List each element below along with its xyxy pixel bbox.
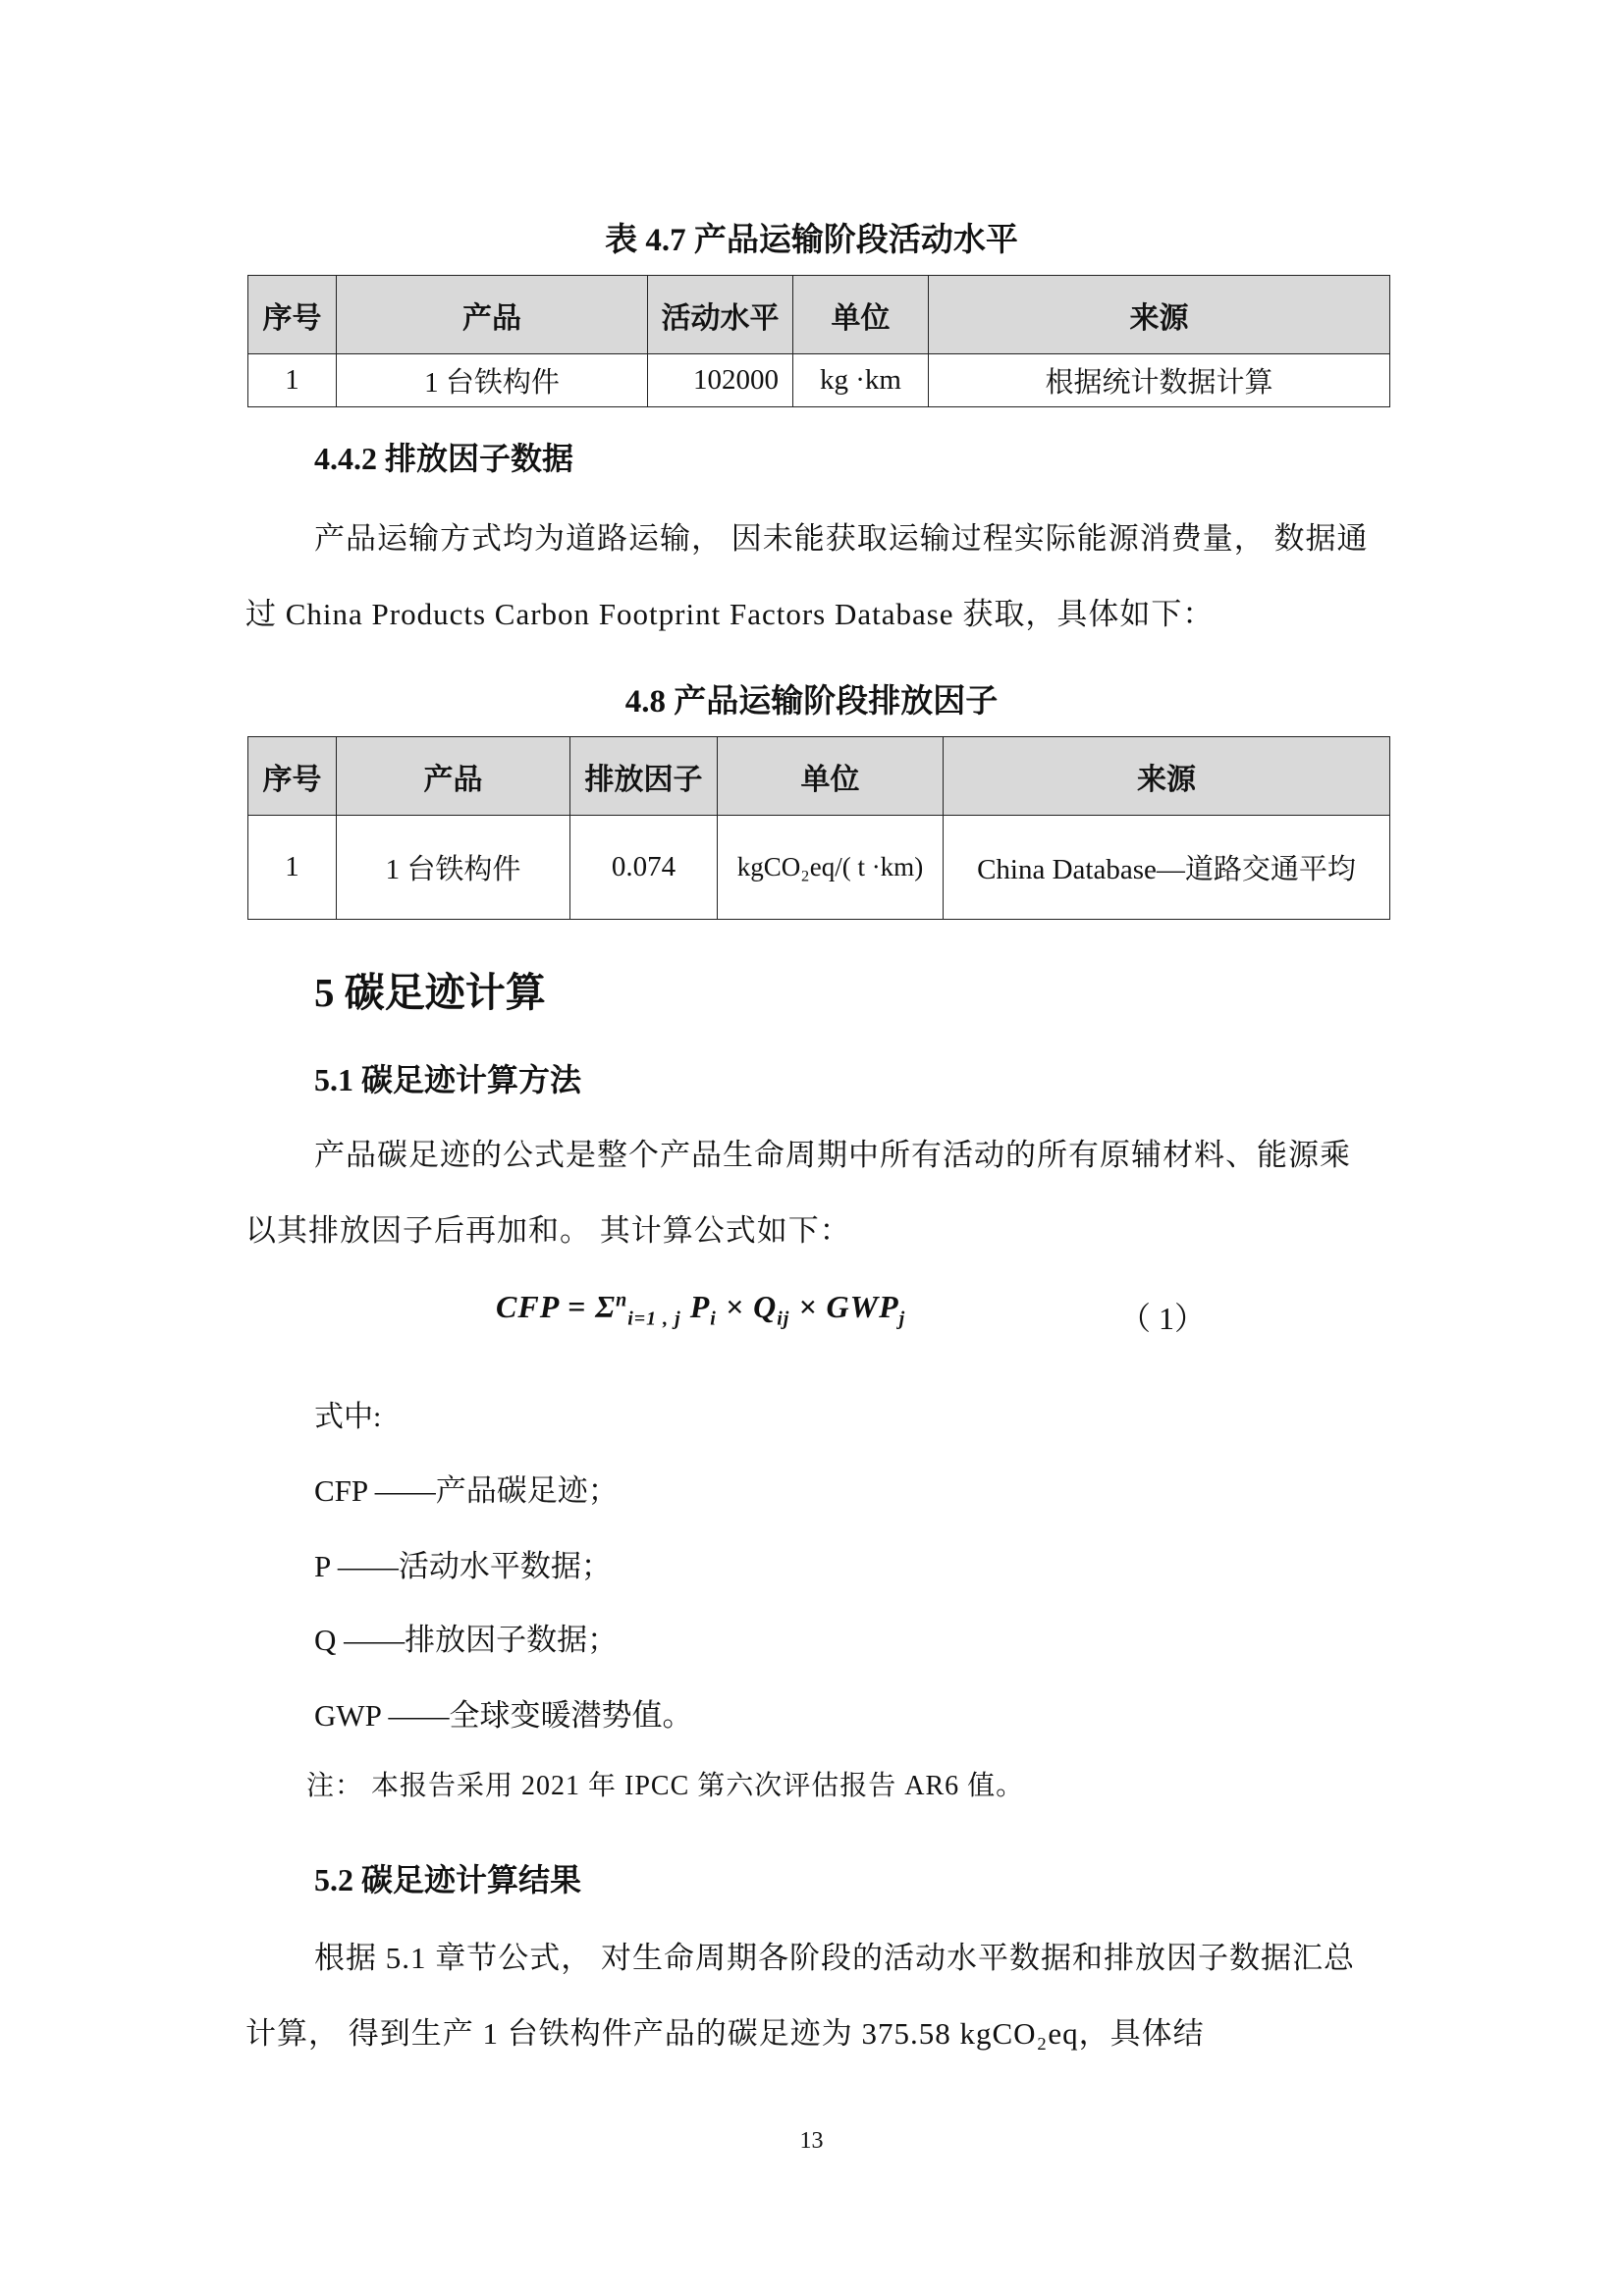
formula-part: × GWP <box>789 1289 899 1324</box>
paragraph-line: 过 China Products Carbon Footprint Factors Database 获取，具体如下： <box>245 597 1215 631</box>
table-cell: kg ·km <box>793 354 929 407</box>
definition-p: P ——活动水平数据； <box>314 1549 612 1583</box>
paragraph-5-2 <box>245 1920 1384 2071</box>
table-cell: 0.074 <box>570 816 718 920</box>
page-number: 13 <box>799 2128 824 2154</box>
table-header-cell: 活动水平 <box>648 276 793 354</box>
formula-subscript: i=1 , j <box>627 1308 681 1330</box>
table-cell: 1 <box>248 354 337 407</box>
definition-q: Q ——排放因子数据； <box>314 1623 619 1657</box>
section-heading-4-4-2: 4.4.2 排放因子数据 <box>314 441 574 476</box>
table-header-cell: 来源 <box>929 276 1390 354</box>
definition-gwp: GWP ——全球变暖潜势值。 <box>314 1698 693 1733</box>
table-cell: 根据统计数据计算 <box>929 354 1390 407</box>
table-header-cell: 单位 <box>718 737 944 816</box>
section-heading-5-1: 5.1 碳足迹计算方法 <box>314 1062 582 1097</box>
paragraph-line: 计算， 得到生产 1 台铁构件产品的碳足迹为 375.58 kgCO₂eq，具体结 <box>245 2016 1205 2051</box>
table-header-cell: 序号 <box>248 737 337 816</box>
table-cell: 1 <box>248 816 337 920</box>
definition-cfp: CFP ——产品碳足迹； <box>314 1473 619 1508</box>
table-header-cell: 单位 <box>793 276 929 354</box>
paragraph-5-1 <box>245 1117 1384 1268</box>
note: 注： 本报告采用 2021 年 IPCC 第六次评估报告 AR6 值。 <box>306 1771 1025 1801</box>
formula-superscript: n <box>616 1289 628 1311</box>
formula-part: CFP = Σ <box>496 1289 617 1324</box>
paragraph-line: 根据 5.1 章节公式， 对生命周期各阶段的活动水平数据和排放因子数据汇总 <box>314 1941 1355 1975</box>
table-row <box>248 354 1390 407</box>
formula-part: × Q <box>716 1289 778 1324</box>
table-cell: kgCO₂eq/( t ·km) <box>718 816 944 920</box>
paragraph-line: 产品碳足迹的公式是整个产品生命周期中所有活动的所有原辅材料、能源乘 <box>314 1138 1351 1172</box>
formula-subscript: i <box>710 1308 717 1330</box>
table-cell: 102000 <box>648 354 793 407</box>
formula-subscript: ij <box>777 1308 790 1330</box>
table-header-cell: 来源 <box>944 737 1390 816</box>
equation-number: （ 1） <box>1119 1301 1207 1336</box>
paragraph-line: 以其排放因子后再加和。 其计算公式如下： <box>245 1213 851 1248</box>
table-4-7-caption: 表 4.7 产品运输阶段活动水平 <box>605 223 1018 258</box>
table-cell: 1 台铁构件 <box>337 816 570 920</box>
paragraph-line: 产品运输方式均为道路运输， 因未能获取运输过程实际能源消费量， 数据通 <box>314 521 1369 556</box>
table-header-cell: 产品 <box>337 737 570 816</box>
cfp-formula <box>496 1289 905 1330</box>
section-heading-5-2: 5.2 碳足迹计算结果 <box>314 1862 582 1897</box>
table-4-8-caption: 4.8 产品运输阶段排放因子 <box>624 684 999 720</box>
table-row <box>248 816 1390 920</box>
paragraph-4-4-2 <box>245 501 1384 652</box>
section-heading-5: 5 碳足迹计算 <box>314 970 546 1015</box>
formula-subscript: j <box>898 1308 906 1330</box>
table-cell: 1 台铁构件 <box>337 354 648 407</box>
table-4-7 <box>247 275 1390 407</box>
table-header-cell: 序号 <box>248 276 337 354</box>
formula-part: P <box>689 1289 711 1324</box>
table-4-8 <box>247 736 1390 920</box>
where-label: 式中: <box>314 1401 382 1433</box>
table-header-cell: 排放因子 <box>570 737 718 816</box>
table-header-cell: 产品 <box>337 276 648 354</box>
table-cell: China Database—道路交通平均 <box>944 816 1390 920</box>
